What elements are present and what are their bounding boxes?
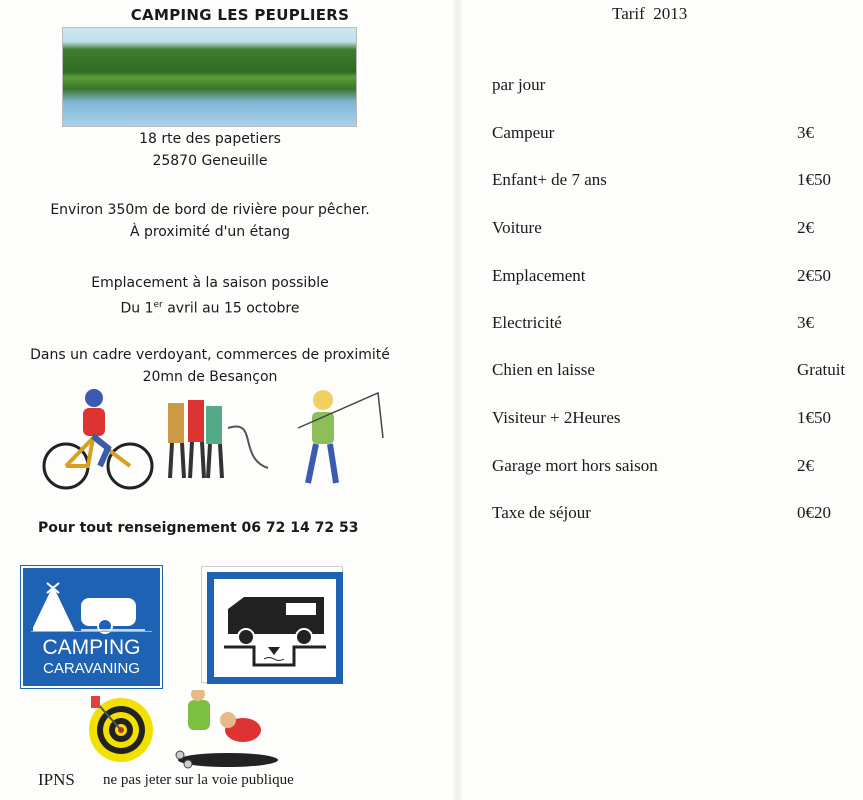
season-dates-sup: er — [153, 300, 163, 310]
motorhome-icon — [214, 579, 336, 677]
season-dates — [0, 294, 420, 320]
season-dates-post: avril au 15 octobre — [162, 300, 300, 317]
petanque-illustration — [88, 690, 288, 770]
distance-line: 20mn de Besançon — [142, 369, 278, 385]
activities-illustration — [38, 388, 388, 493]
tariff-title: Tarif 2013 — [612, 4, 688, 23]
fisherman-icon — [298, 390, 383, 483]
rate-label: Garage mort hors saison — [492, 456, 658, 475]
rate-label: Visiteur + 2Heures — [492, 408, 621, 427]
page-fold — [452, 0, 462, 800]
pond-line: À proximité d'un étang — [129, 224, 291, 240]
rate-label: Electricité — [492, 313, 562, 332]
footer-note: ne pas jeter sur la voie publique — [103, 772, 294, 788]
rate-price: 2€50 — [797, 266, 831, 285]
rate-price: 1€50 — [797, 408, 831, 427]
sign-camping-text: CAMPING — [42, 636, 141, 659]
address-street: 18 rte des papetiers — [139, 131, 281, 147]
cyclist-icon — [44, 389, 152, 488]
season-info — [0, 272, 420, 320]
motorhome-service-sign — [201, 566, 343, 683]
address — [10, 128, 410, 172]
rate-label: Taxe de séjour — [492, 503, 591, 522]
hikers-icon — [168, 400, 268, 478]
lake-photo — [62, 27, 357, 127]
camping-title: CAMPING LES PEUPLIERS — [130, 6, 350, 24]
tent-caravan-icon — [33, 580, 148, 635]
fishing-info — [0, 199, 420, 243]
rate-price: 1€50 — [797, 170, 831, 189]
season-line: Emplacement à la saison possible — [91, 275, 329, 291]
boules-players-icon — [176, 690, 278, 768]
camping-caravaning-sign — [21, 566, 162, 688]
dartboard-icon — [89, 696, 153, 762]
ipns-label: IPNS — [38, 770, 75, 789]
rate-label: Emplacement — [492, 266, 586, 285]
rate-price: 3€ — [797, 123, 814, 142]
rate-label: Chien en laisse — [492, 360, 595, 379]
sign-caravaning-text: CARAVANING — [43, 660, 140, 677]
rate-label: Voiture — [492, 218, 542, 237]
rate-price: 0€20 — [797, 503, 831, 522]
setting-info — [0, 344, 420, 388]
season-dates-pre: Du 1 — [120, 300, 154, 317]
rate-price: Gratuit — [797, 360, 846, 379]
setting-line: Dans un cadre verdoyant, commerces de proximité — [30, 347, 390, 363]
fishing-line: Environ 350m de bord de rivière pour pêcher. — [50, 202, 370, 218]
rate-price: 2€ — [797, 456, 814, 475]
rate-price: 3€ — [797, 313, 814, 332]
per-day-label: par jour — [492, 75, 546, 94]
rate-label: Campeur — [492, 123, 555, 142]
address-city: 25870 Geneuille — [152, 153, 268, 169]
rate-price: 2€ — [797, 218, 814, 237]
rate-label: Enfant+ de 7 ans — [492, 170, 607, 189]
contact-phone: Pour tout renseignement 06 72 14 72 53 — [38, 520, 359, 536]
